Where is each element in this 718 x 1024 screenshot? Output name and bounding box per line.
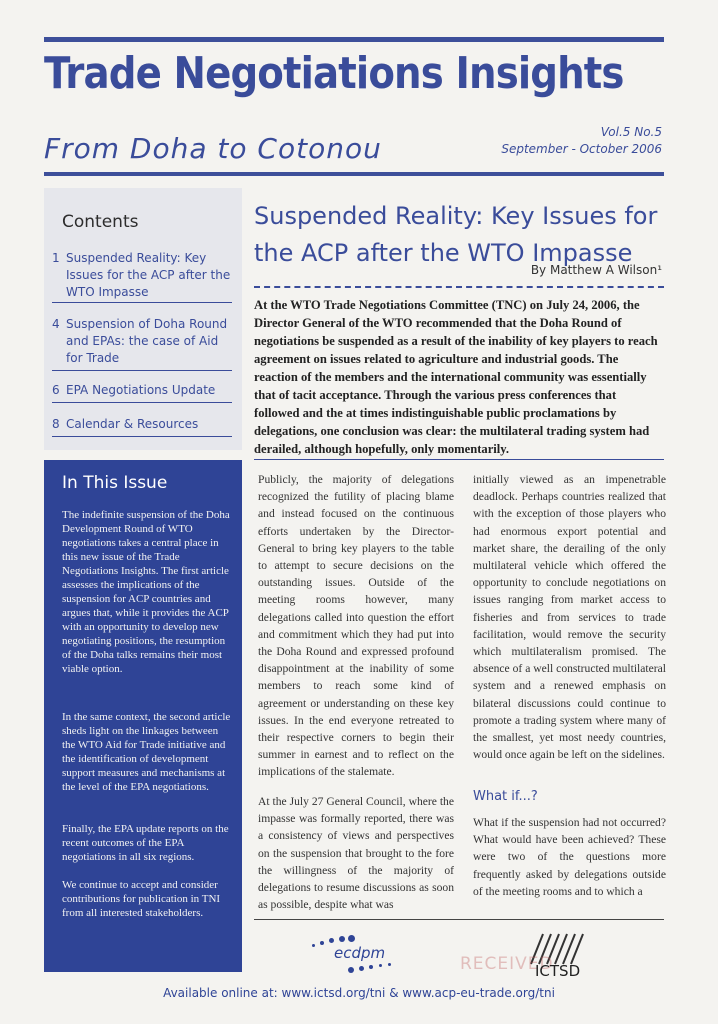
masthead-title: Trade Negotiations Insights [44, 48, 624, 99]
toc-item-8[interactable] [52, 416, 232, 434]
toc-item-4[interactable] [52, 316, 232, 368]
masthead-bottom-rule [44, 172, 664, 176]
toc-item-text: Calendar & Resources [66, 417, 199, 431]
article-byline: By Matthew A Wilson¹ [530, 263, 662, 277]
masthead-top-rule [44, 37, 664, 42]
toc-page-number: 1 [52, 251, 60, 265]
byline-dashed-rule [254, 286, 664, 288]
received-stamp: RECEIVED [460, 954, 554, 974]
article-title: Suspended Reality: Key Issues for the ACP after the WTO Impasse [254, 202, 658, 267]
toc-page-number: 4 [52, 317, 60, 331]
toc-divider [52, 370, 232, 371]
toc-item-text: Suspension of Doha Round and EPAs: the case of Aid for Trade [66, 317, 228, 365]
issue-date: September - October 2006 [501, 142, 662, 156]
in-this-issue-paragraph: Finally, the EPA update reports on the recent outcomes of the EPA negotiations in all six regions. [62, 823, 229, 863]
ecdpm-logo-text: ecdpm [334, 944, 386, 962]
in-this-issue-paragraph: We continue to accept and consider contributions for publication in TNI from all interested stakeholders. [62, 879, 221, 919]
article-column-2-para-2: What if the suspension had not occurred? What would have been achieved? These were two of the questions more frequently asked by delegations outside of the meeting rooms and to which a [473, 816, 666, 898]
toc-item-text: Suspended Reality: Key Issues for the ACP after the WTO Impasse [66, 251, 231, 299]
toc-page-number: 8 [52, 417, 60, 431]
toc-divider [52, 302, 232, 303]
lead-divider [254, 459, 664, 460]
toc-page-number: 6 [52, 383, 60, 397]
toc-divider [52, 402, 232, 403]
in-this-issue-heading: In This Issue [62, 473, 168, 493]
contents-heading: Contents [62, 212, 139, 232]
toc-divider [52, 436, 232, 437]
article-column-1-para-1: Publicly, the majority of delegations recognized the futility of placing blame and instead focused on the continuous efforts undertaken by the Director-General to bring key players to the table to attempt to secure decisions on the outstanding issues. Outside of the meeting rooms however, many delegations called into question the effort and commitment which they had put into the Doha Round and expressed profound disappointment at the inability of some members to reach some kind of agreement or understanding on these key issues. In the end everyone retreated to their respective corners to begin their summer in earnest and to reflect on the implications of the stalemate. [258, 473, 454, 779]
article-lead-paragraph: At the WTO Trade Negotiations Committee (TNC) on July 24, 2006, the Director General of the WTO recommended that the Doha Round of negotiations be suspended as a result of the inability of key players to reach agreement on issues related to agriculture and industrial goods. The reaction of the members and the international community was essentially that of tacit acceptance. Through the various press conferences that followed and the at times indistinguishable public proclamations by delegations, one conclusion was clear: the multilateral trading system had derailed, although hopefully, only momentarily. [254, 298, 658, 456]
footer-links[interactable]: Available online at: www.ictsd.org/tni & www.acp-eu-trade.org/tni [163, 986, 555, 1000]
footer-rule [254, 919, 664, 920]
toc-item-text: EPA Negotiations Update [66, 383, 216, 397]
masthead-subtitle: From Doha to Cotonou [44, 132, 382, 165]
article-column-1-para-2: At the July 27 General Council, where the impasse was formally reported, there was a consistency of views and perspectives on the suspension that brought to the fore the willingness of the majority of delegations to resume discussions as soon as possible, despite what was [258, 795, 454, 912]
toc-item-6[interactable] [52, 382, 232, 400]
ictsd-logo-text: ICTSD [535, 962, 581, 980]
toc-item-1[interactable] [52, 250, 232, 302]
article-column-2-para-1: initially viewed as an impenetrable deadlock. Perhaps countries realized that with the exception of those players who had enormous export potential and market share, the derailing of the only multilateral vehicle which offered the opportunity to conclude negotiations on issues ranging from market access to fisheries and from services to trade facilitation, would remove the security which multilateralism promised. The absence of a well constructed multilateral system and a renewed emphasis on bilateral discussions could continue to promote a trading system where many of the smallest, yet most needy countries, would once again be left on the sidelines. [473, 473, 666, 762]
in-this-issue-paragraph: In the same context, the second article sheds light on the linkages between the WTO Aid for Trade initiative and the identification of development support measures and mechanisms at the level of the EPA negotiations. [62, 711, 231, 793]
article-subheading: What if...? [473, 789, 538, 804]
issue-volume: Vol.5 No.5 [600, 125, 662, 139]
in-this-issue-paragraph: The indefinite suspension of the Doha Development Round of WTO negotiations takes a central place in this new issue of the Trade Negotiations Insights. The first article assesses the implications of the suspension for ACP countries and argues that, while it provides the ACP with an opportunity to develop new negotiating positions, the resumption of the Doha talks remains their most viable option. [62, 509, 230, 675]
